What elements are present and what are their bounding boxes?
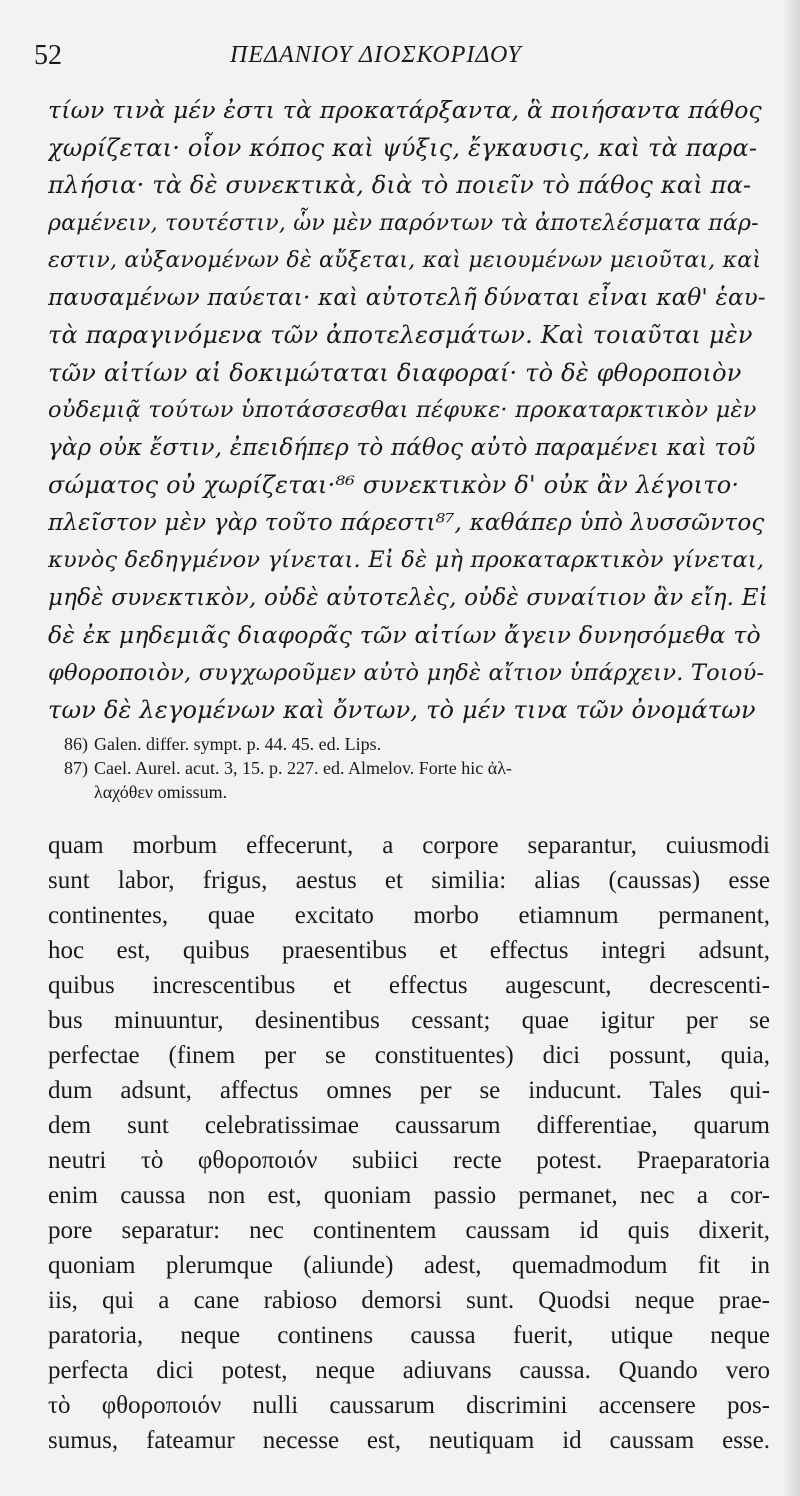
greek-text-block [48, 92, 768, 730]
greek-text-line: τῶν αἰτίων αἱ δοκιμώταται διαφοραί· τὸ δὲ φθοροποιὸν [48, 358, 742, 387]
latin-text-line: τὸ φθοροποιόν nulli caussarum discrimini accensere pos- [48, 1392, 770, 1419]
footnote-text: Cael. Aurel. acut. 3, 15. p. 227. ed. Almelov. Forte hic ἀλ- [94, 758, 512, 778]
greek-text-line: ραμένειν, τουτέστιν, ὧν μὲν παρόντων τὰ ἀποτελέσματα πάρ- [48, 210, 759, 236]
running-title: ΠΕΔΑΝΙΟΥ ΔΙΟΣΚΟΡΙΔΟΥ [230, 42, 522, 68]
greek-text-line: τίων τινὰ μέν ἐστι τὰ προκατάρξαντα, ἃ ποιήσαντα πάθος [48, 96, 762, 124]
greek-text-line: χωρίζεται· οἷον κόπος καὶ ψύξις, ἔγκαυσις, καὶ τὰ παρα- [48, 133, 758, 162]
greek-text-line: των δὲ λεγομένων καὶ ὄντων, τὸ μέν τινα τῶν ὀνομάτων [48, 696, 756, 724]
greek-text-line: γὰρ οὐκ ἔστιν, ἐπειδήπερ τὸ πάθος αὐτὸ παραμένει καὶ τοῦ [48, 434, 756, 461]
footnote-text: Galen. differ. sympt. p. 44. 45. ed. Lips. [94, 734, 382, 754]
greek-text-line: κυνὸς δεδηγμένον γίνεται. Εἰ δὲ μὴ προκαταρκτικὸν γίνεται, [48, 547, 765, 573]
greek-text-line: πλήσια· τὰ δὲ συνεκτικὰ, διὰ τὸ ποιεῖν τὸ πάθος καὶ πα- [48, 171, 752, 199]
latin-text-line: sunt labor, frigus, aestus et similia: alias (caussas) esse [48, 867, 770, 894]
greek-text-line: σώματος οὐ χωρίζεται·⁸⁶ συνεκτικὸν δ' οὐκ ἂν λέγοιτο· [48, 471, 740, 499]
footnote [64, 732, 774, 756]
latin-text-line: bus minuuntur, desinentibus cessant; quae igitur per se [48, 1007, 770, 1034]
footnote [64, 780, 774, 804]
page-edge-shadow [782, 0, 800, 1496]
greek-text-line: εστιν, αὐξανομένων δὲ αὔξεται, καὶ μειουμένων μειοῦται, καὶ [48, 248, 762, 273]
latin-text-line: quam morbum effecerunt, a corpore separantur, cuiusmodi [48, 832, 770, 859]
latin-text-line: dem sunt celebratissimae caussarum differentiae, quarum [48, 1112, 770, 1139]
latin-text-line: enim caussa non est, quoniam passio permanet, nec a cor- [48, 1182, 770, 1209]
latin-text-line: iis, qui a cane rabioso demorsi sunt. Quodsi neque prae- [48, 1287, 770, 1314]
greek-text-line: πλεῖστον μὲν γὰρ τοῦτο πάρεστι⁸⁷, καθάπερ ὑπὸ λυσσῶντος [48, 509, 765, 536]
footnotes-block [64, 732, 774, 804]
latin-text-block [48, 828, 770, 1458]
latin-text-line: hoc est, quibus praesentibus et effectus integri adsunt, [48, 937, 770, 964]
greek-text-line: τὰ παραγινόμενα τῶν ἀποτελεσμάτων. Καὶ τοιαῦται μὲν [48, 321, 753, 349]
latin-text-line: dum adsunt, affectus omnes per se inducunt. Tales qui- [48, 1077, 770, 1104]
latin-text-line: perfectae (finem per se constituentes) dici possunt, quia, [48, 1042, 770, 1069]
latin-text-line: pore separatur: nec continentem caussam id quis dixerit, [48, 1217, 770, 1244]
page-header [30, 40, 770, 80]
footnote-mark: 87) [64, 758, 88, 778]
greek-text-line: παυσαμένων παύεται· καὶ αὐτοτελῆ δύναται εἶναι καθ' ἑαυ- [48, 284, 766, 311]
latin-text-line: quibus increscentibus et effectus augescunt, decrescenti- [48, 972, 770, 999]
footnote-text: λαχόθεν omissum. [94, 782, 228, 802]
page-number: 52 [34, 40, 62, 71]
latin-text-line: sumus, fateamur necesse est, neutiquam id caussam esse. [48, 1427, 770, 1454]
latin-text-line: quoniam plerumque (aliunde) adest, quemadmodum fit in [48, 1252, 770, 1279]
footnote-mark: 86) [64, 734, 88, 754]
latin-text-line: perfecta dici potest, neque adiuvans caussa. Quando vero [48, 1357, 770, 1384]
latin-text-line: continentes, quae excitato morbo etiamnum permanent, [48, 902, 770, 929]
greek-text-line: δὲ ἐκ μηδεμιᾶς διαφορᾶς τῶν αἰτίων ἄγειν δυνησόμεθα τὸ [48, 621, 761, 649]
latin-text-line: paratoria, neque continens caussa fuerit, utique neque [48, 1322, 770, 1349]
greek-text-line: φθοροποιὸν, συγχωροῦμεν αὐτὸ μηδὲ αἴτιον ὑπάρχειν. Τοιού- [48, 659, 765, 686]
footnote [64, 756, 774, 780]
greek-text-line: οὐδεμιᾷ τούτων ὑποτάσσεσθαι πέφυκε· προκαταρκτικὸν μὲν [48, 397, 757, 423]
greek-text-line: μηδὲ συνεκτικὸν, οὐδὲ αὐτοτελὲς, οὐδὲ συναίτιον ἂν εἴη. Εἰ [48, 584, 768, 611]
latin-text-line: neutri τὸ φθοροποιόν subiici recte potest. Praeparatoria [48, 1147, 770, 1174]
